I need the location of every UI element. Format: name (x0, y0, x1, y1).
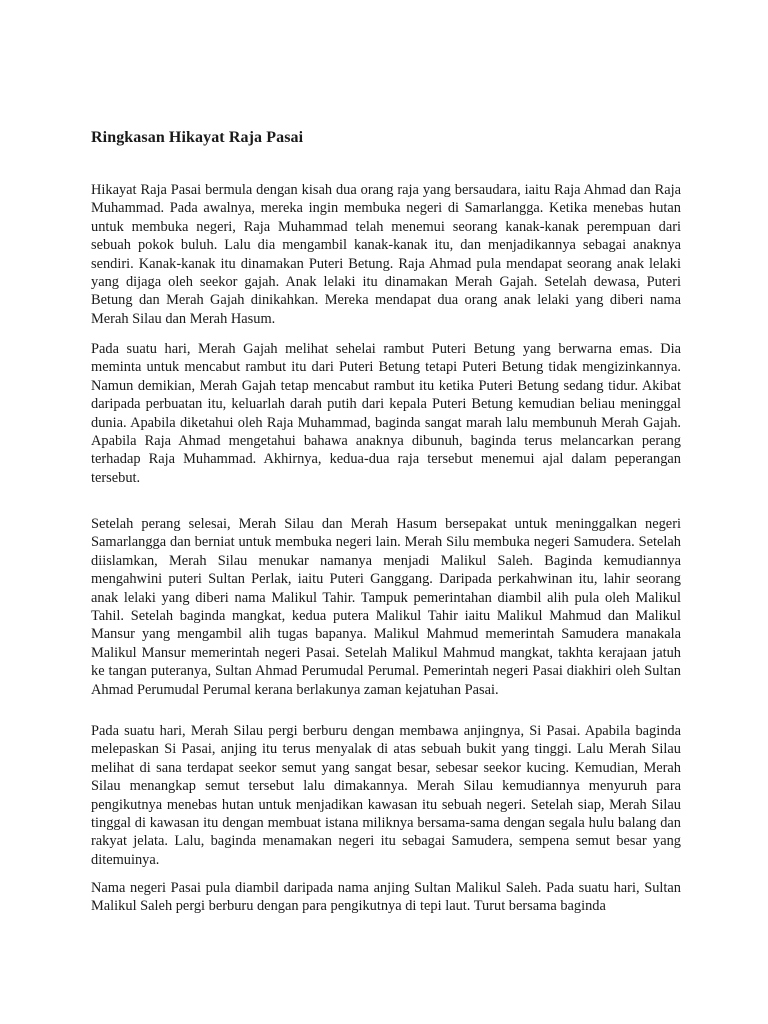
document-title: Ringkasan Hikayat Raja Pasai (91, 129, 304, 146)
paragraph-1: Hikayat Raja Pasai bermula dengan kisah dua orang raja yang bersaudara, iaitu Raja Ahmad dan Raja Muhammad. Pada awalnya, mereka ingin membuka negeri di Samarlangga. Ketika menebas hutan untuk membuka negeri, Raja Muhammad telah menemui seorang kanak-kanak perempuan dari sebuah pokok buluh. Lalu dia mengambil kanak-kanak itu, dan menjadikannya sebagai anaknya sendiri. Kanak-kanak itu dinamakan Puteri Betung. Raja Ahmad pula mendapat seorang anak lelaki yang dijaga oleh seekor gajah. Anak lelaki itu dinamakan Merah Gajah. Setelah dewasa, Puteri Betung dan Merah Gajah dinikahkan. Mereka mendapat dua orang anak lelaki yang diberi nama Merah Silau dan Merah Hasum. (91, 182, 681, 327)
paragraph-5: Nama negeri Pasai pula diambil daripada nama anjing Sultan Malikul Saleh. Pada suatu hari, Sultan Malikul Saleh pergi berburu dengan para pengikutnya di tepi laut. Turut bersama baginda (91, 880, 681, 915)
paragraph-2: Pada suatu hari, Merah Gajah melihat sehelai rambut Puteri Betung yang berwarna emas. Dia meminta untuk mencabut rambut itu dari Puteri Betung tetapi Puteri Betung tidak mengizinkannya. Namun demikian, Merah Gajah tetap mencabut rambut itu ketika Puteri Betung sedang tidur. Akibat daripada perbuatan itu, keluarlah darah putih dari kepala Puteri Betung kemudian beliau meninggal dunia. Apabila diketahui oleh Raja Muhammad, baginda sangat marah lalu membunuh Merah Gajah. Apabila Raja Ahmad mengetahui bahawa anaknya dibunuh, baginda terus melancarkan perang terhadap Raja Muhammad. Akhirnya, kedua-dua raja tersebut menemui ajal dalam peperangan tersebut. (91, 341, 681, 486)
paragraph-4: Pada suatu hari, Merah Silau pergi berburu dengan membawa anjingnya, Si Pasai. Apabila baginda melepaskan Si Pasai, anjing itu terus menyalak di atas sebuah bukit yang tinggi. Lalu Merah Silau melihat di sana terdapat seekor semut yang sangat besar, sebesar seekor kucing. Kemudian, Merah Silau menangkap semut tersebut lalu dimakannya. Merah Silau kemudiannya menyuruh para pengikutnya menebas hutan untuk menjadikan kawasan itu sebuah negeri. Setelah siap, Merah Silau tinggal di kawasan itu dengan membuat istana miliknya bersama-sama dengan segala hulu balang dan rakyat jelata. Lalu, baginda menamakan negeri itu sebagai Samudera, sempena semut besar yang ditemuinya. (91, 723, 681, 868)
paragraph-3: Setelah perang selesai, Merah Silau dan Merah Hasum bersepakat untuk meninggalkan negeri Samarlangga dan berniat untuk membuka negeri lain. Merah Silu membuka negeri Samudera. Setelah diislamkan, Merah Silau menukar namanya menjadi Malikul Saleh. Baginda kemudiannya mengahwini puteri Sultan Perlak, iaitu Puteri Ganggang. Daripada perkahwinan itu, lahir seorang anak lelaki yang diberi nama Malikul Tahir. Tampuk pemerintahan diambil alih pula oleh Malikul Tahil. Setelah baginda mangkat, kedua putera Malikul Tahir iaitu Malikul Mahmud dan Malikul Mansur yang mengambil alih tugas bapanya. Malikul Mahmud memerintah Samudera manakala Malikul Mansur memerintah negeri Pasai. Setelah Malikul Mahmud mangkat, takhta kerajaan jatuh ke tangan puteranya, Sultan Ahmad Perumudal Perumal. Pemerintah negeri Pasai diakhiri oleh Sultan Ahmad Perumudal Perumal kerana berlakunya zaman kejatuhan Pasai. (91, 516, 681, 698)
